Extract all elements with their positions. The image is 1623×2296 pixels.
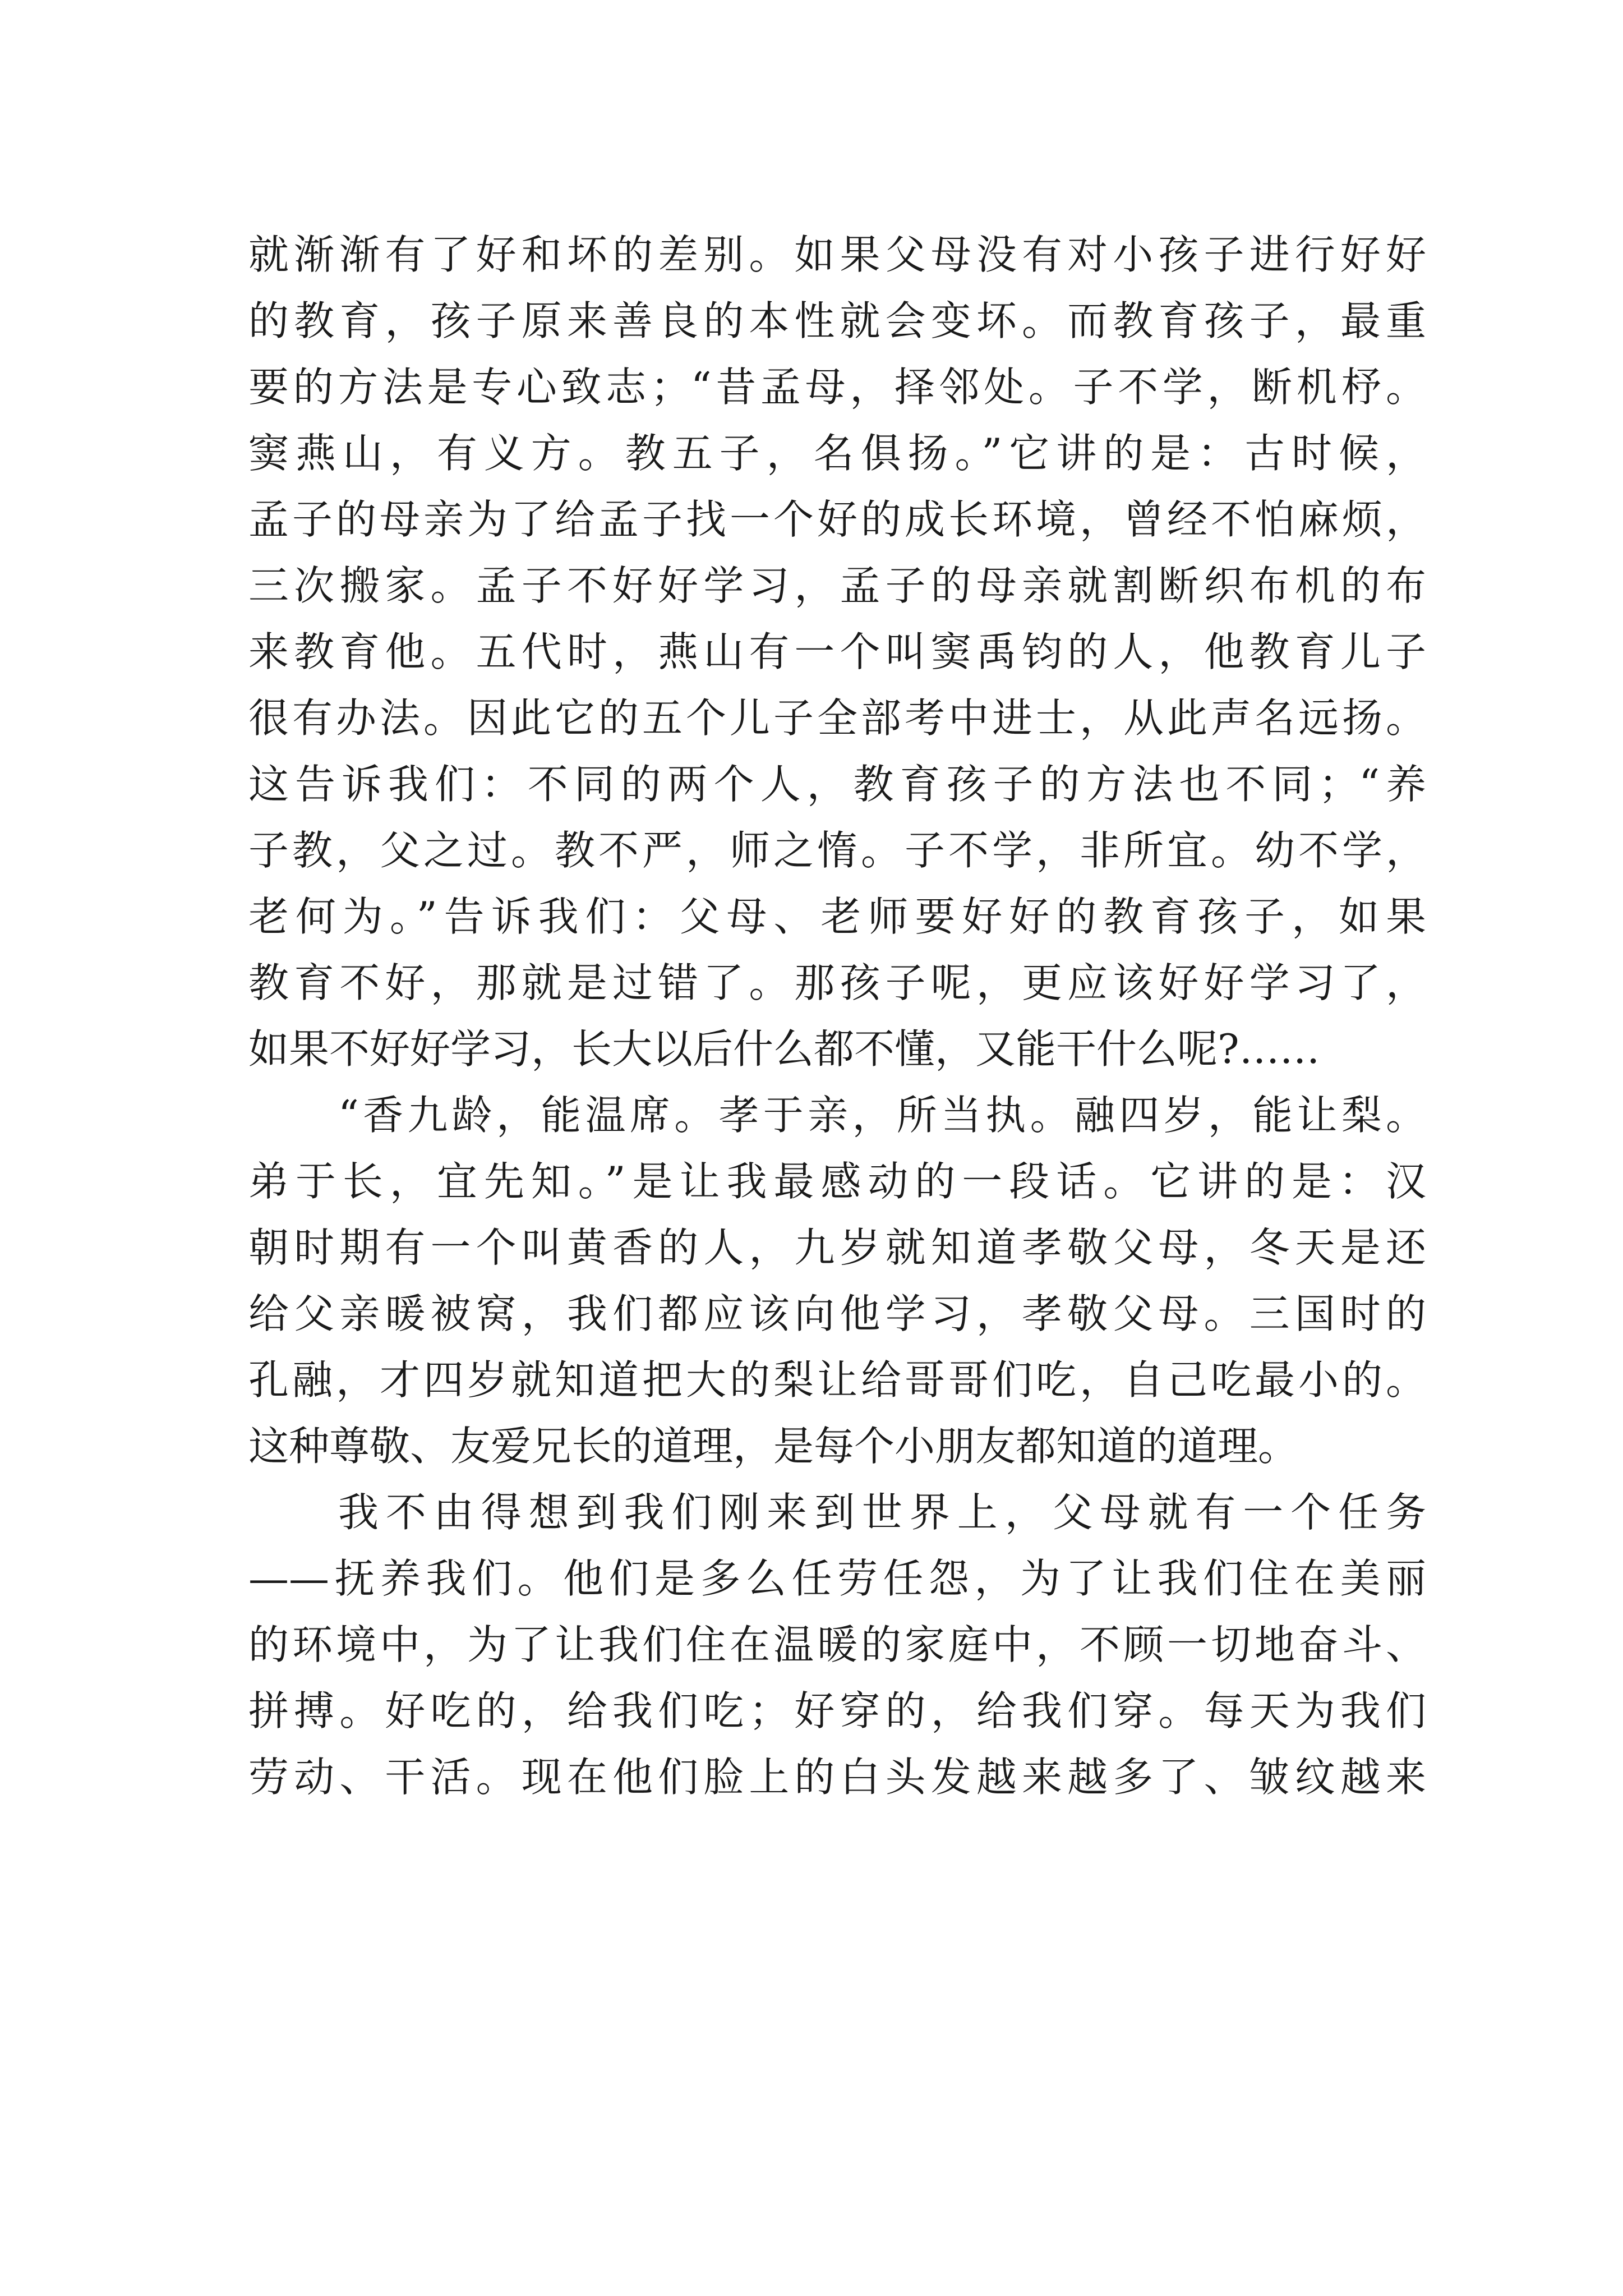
text-line: 孔融，才四岁就知道把大的梨让给哥哥们吃，自己吃最小的。 <box>248 1356 1426 1404</box>
text-line: 的教育，孩子原来善良的本性就会变坏。而教育孩子，最重 <box>248 297 1426 344</box>
text-line: 朝时期有一个叫黄香的人，九岁就知道孝敬父母，冬天是还 <box>248 1224 1426 1271</box>
text-line: ——抚养我们。他们是多么任劳任怨，为了让我们住在美丽 <box>248 1555 1426 1602</box>
text-line: 拼搏。好吃的，给我们吃；好穿的，给我们穿。每天为我们 <box>248 1687 1426 1734</box>
text-line: 孟子的母亲为了给孟子找一个好的成长环境，曾经不怕麻烦， <box>248 496 1426 543</box>
text-line: 要的方法是专心致志；“昔孟母，择邻处。子不学，断机杼。 <box>248 364 1426 411</box>
text-line: 来教育他。五代时，燕山有一个叫窦禹钧的人，他教育儿子 <box>248 628 1426 675</box>
text-line: 就渐渐有了好和坏的差别。如果父母没有对小孩子进行好好 <box>248 231 1426 278</box>
text-line: 老何为。”告诉我们：父母、老师要好好的教育孩子，如果 <box>248 893 1426 940</box>
text-line: 这告诉我们：不同的两个人，教育孩子的方法也不同；“养 <box>248 761 1426 808</box>
body-text <box>248 222 1426 1810</box>
text-line: 我不由得想到我们刚来到世界上，父母就有一个任务 <box>338 1489 1426 1536</box>
text-line: 教育不好，那就是过错了。那孩子呢，更应该好好学习了， <box>248 959 1426 1006</box>
text-line: 劳动、干活。现在他们脸上的白头发越来越多了、皱纹越来 <box>248 1754 1426 1801</box>
text-line: 三次搬家。孟子不好好学习，孟子的母亲就割断织布机的布 <box>248 562 1426 609</box>
text-line: 弟于长，宜先知。”是让我最感动的一段话。它讲的是：汉 <box>248 1158 1426 1205</box>
text-line: 这种尊敬、友爱兄长的道理，是每个小朋友都知道的道理。 <box>248 1423 1299 1470</box>
text-line: “香九龄，能温席。孝于亲，所当执。融四岁，能让梨。 <box>338 1092 1426 1139</box>
text-line: 窦燕山，有义方。教五子，名俱扬。”它讲的是：古时候， <box>248 430 1426 477</box>
text-line: 子教，父之过。教不严，师之惰。子不学，非所宜。幼不学， <box>248 827 1426 874</box>
text-line: 很有办法。因此它的五个儿子全部考中进士，从此声名远扬。 <box>248 694 1426 742</box>
text-line: 如果不好好学习，长大以后什么都不懂，又能干什么呢?…… <box>248 1025 1320 1073</box>
text-line: 的环境中，为了让我们住在温暖的家庭中，不顾一切地奋斗、 <box>248 1621 1426 1668</box>
text-line: 给父亲暖被窝，我们都应该向他学习，孝敬父母。三国时的 <box>248 1290 1426 1337</box>
